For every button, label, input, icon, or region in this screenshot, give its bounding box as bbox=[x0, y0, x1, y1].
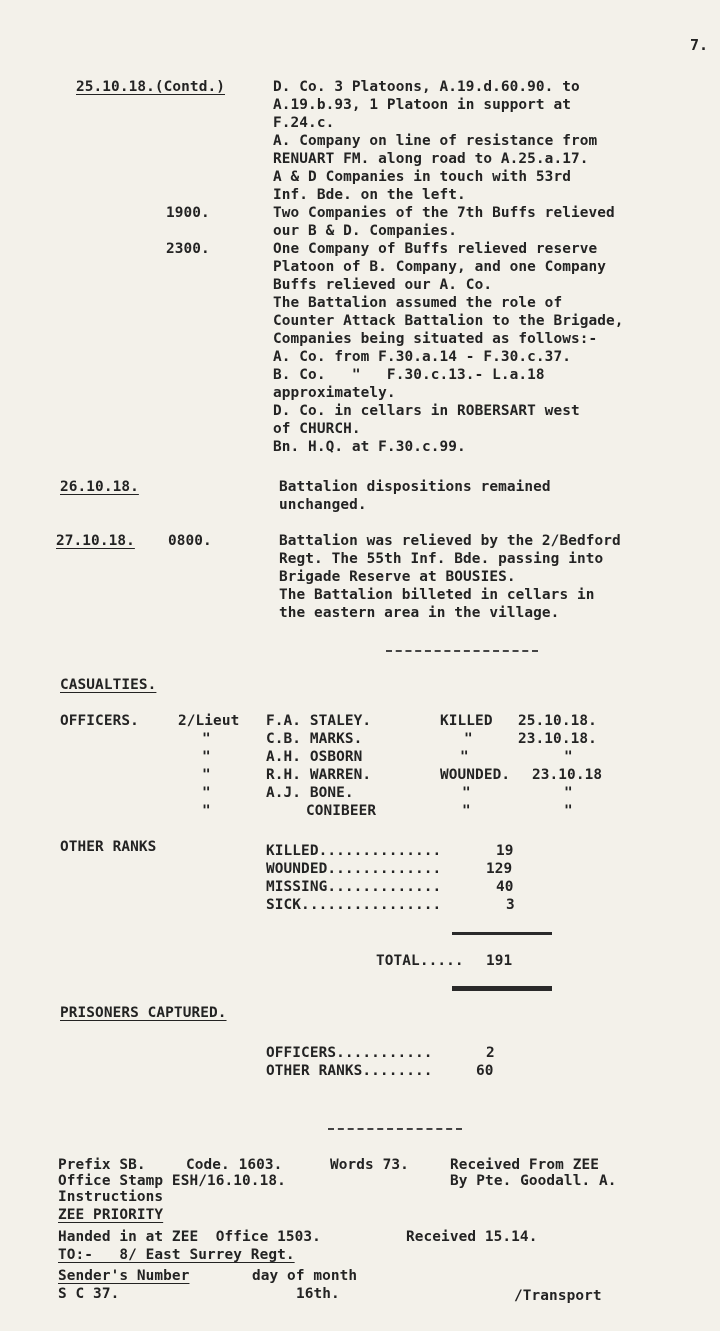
entry-line: Regt. The 55th Inf. Bde. passing into bbox=[279, 551, 604, 567]
entry-line: our B & D. Companies. bbox=[273, 223, 458, 239]
continuation-word: /Transport bbox=[514, 1288, 602, 1304]
other-ranks-row-value: 19 bbox=[496, 843, 514, 859]
officer-status: " bbox=[462, 803, 471, 819]
double-rule bbox=[452, 986, 552, 991]
officer-name: A.J. BONE. bbox=[266, 785, 354, 801]
entry-time: 2300. bbox=[166, 241, 210, 257]
officer-rank: " bbox=[202, 749, 211, 765]
signal-prefix: Prefix SB. bbox=[58, 1157, 146, 1173]
other-ranks-label: OTHER RANKS bbox=[60, 839, 157, 855]
entry-time: 1900. bbox=[166, 205, 210, 221]
entry-line: A. Co. from F.30.a.14 - F.30.c.37. bbox=[273, 349, 571, 365]
dashed-divider bbox=[386, 650, 538, 652]
entry-line: The Battalion billeted in cellars in bbox=[279, 587, 595, 603]
signal-received-from: Received From ZEE bbox=[450, 1157, 599, 1173]
entry-line: Buffs relieved our A. Co. bbox=[273, 277, 493, 293]
entry-line: Battalion was relieved by the 2/Bedford bbox=[279, 533, 621, 549]
other-ranks-row-value: 129 bbox=[486, 861, 513, 877]
entry-line: approximately. bbox=[273, 385, 396, 401]
entry-date: 26.10.18. bbox=[60, 479, 139, 495]
entry-line: RENUART FM. along road to A.25.a.17. bbox=[273, 151, 589, 167]
officers-label: OFFICERS. bbox=[60, 713, 139, 729]
other-ranks-row-label: WOUNDED............. bbox=[266, 861, 442, 877]
prisoners-row-value: 2 bbox=[486, 1045, 495, 1061]
signal-to: TO:- 8/ East Surrey Regt. bbox=[58, 1247, 295, 1263]
entry-line: unchanged. bbox=[279, 497, 367, 513]
signal-handed-in: Handed in at ZEE Office 1503. bbox=[58, 1229, 321, 1245]
prisoners-row-label: OFFICERS........... bbox=[266, 1045, 433, 1061]
officer-name: C.B. MARKS. bbox=[266, 731, 363, 747]
officer-status: WOUNDED. bbox=[440, 767, 511, 783]
signal-received-by: By Pte. Goodall. A. bbox=[450, 1173, 617, 1189]
prisoners-row-label: OTHER RANKS........ bbox=[266, 1063, 433, 1079]
entry-line: B. Co. " F.30.c.13.- L.a.18 bbox=[273, 367, 545, 383]
prisoners-row-value: 60 bbox=[476, 1063, 494, 1079]
signal-code: Code. 1603. bbox=[186, 1157, 283, 1173]
officer-date: " bbox=[564, 749, 573, 765]
entry-line: One Company of Buffs relieved reserve bbox=[273, 241, 598, 257]
entry-line: D. Co. in cellars in ROBERSART west bbox=[273, 403, 580, 419]
other-ranks-row-label: SICK................ bbox=[266, 897, 442, 913]
entry-line: Inf. Bde. on the left. bbox=[273, 187, 466, 203]
officer-rank: " bbox=[202, 803, 211, 819]
entry-date: 25.10.18.(Contd.) bbox=[76, 79, 225, 95]
officer-name: R.H. WARREN. bbox=[266, 767, 372, 783]
entry-line: the eastern area in the village. bbox=[279, 605, 560, 621]
entry-line: F.24.c. bbox=[273, 115, 335, 131]
entry-line: of CHURCH. bbox=[273, 421, 361, 437]
entry-line: A & D Companies in touch with 53rd bbox=[273, 169, 571, 185]
page-number: 7. bbox=[690, 36, 709, 54]
dashed-divider bbox=[328, 1128, 462, 1130]
entry-line: Companies being situated as follows:- bbox=[273, 331, 598, 347]
officer-name: CONIBEER bbox=[306, 803, 377, 819]
signal-instructions: Instructions bbox=[58, 1189, 164, 1205]
entry-date: 27.10.18. bbox=[56, 533, 135, 549]
total-rule bbox=[452, 932, 552, 935]
officer-status: " bbox=[462, 785, 471, 801]
casualties-heading: CASUALTIES. bbox=[60, 677, 157, 693]
day-of-month: 16th. bbox=[296, 1286, 340, 1302]
officer-rank: 2/Lieut bbox=[178, 713, 240, 729]
officer-name: A.H. OSBORN bbox=[266, 749, 363, 765]
other-ranks-row-value: 3 bbox=[506, 897, 515, 913]
entry-line: A.19.b.93, 1 Platoon in support at bbox=[273, 97, 571, 113]
officer-date: 23.10.18 bbox=[532, 767, 603, 783]
total-label: TOTAL..... bbox=[376, 953, 464, 969]
other-ranks-row-value: 40 bbox=[496, 879, 514, 895]
entry-line: A. Company on line of resistance from bbox=[273, 133, 598, 149]
signal-priority: ZEE PRIORITY bbox=[58, 1207, 164, 1223]
other-ranks-row-label: KILLED.............. bbox=[266, 843, 442, 859]
senders-number-label: Sender's Number bbox=[58, 1268, 190, 1284]
entry-line: Counter Attack Battalion to the Brigade, bbox=[273, 313, 624, 329]
officer-status: KILLED bbox=[440, 713, 493, 729]
officer-rank: " bbox=[202, 767, 211, 783]
entry-line: Battalion dispositions remained bbox=[279, 479, 551, 495]
entry-line: Bn. H.Q. at F.30.c.99. bbox=[273, 439, 466, 455]
day-of-month-label: day of month bbox=[252, 1268, 358, 1284]
entry-line: Brigade Reserve at BOUSIES. bbox=[279, 569, 516, 585]
senders-number: S C 37. bbox=[58, 1286, 120, 1302]
entry-line: D. Co. 3 Platoons, A.19.d.60.90. to bbox=[273, 79, 580, 95]
officer-date: " bbox=[564, 785, 573, 801]
prisoners-heading: PRISONERS CAPTURED. bbox=[60, 1005, 227, 1021]
officer-date: " bbox=[564, 803, 573, 819]
officer-date: 23.10.18. bbox=[518, 731, 597, 747]
officer-name: F.A. STALEY. bbox=[266, 713, 372, 729]
officer-rank: " bbox=[202, 731, 211, 747]
entry-time: 0800. bbox=[168, 533, 212, 549]
entry-line: Platoon of B. Company, and one Company bbox=[273, 259, 607, 275]
officer-status: " bbox=[464, 731, 473, 747]
other-ranks-row-label: MISSING............. bbox=[266, 879, 442, 895]
officer-rank: " bbox=[202, 785, 211, 801]
officer-date: 25.10.18. bbox=[518, 713, 597, 729]
signal-office-stamp: Office Stamp ESH/16.10.18. bbox=[58, 1173, 286, 1189]
signal-received-time: Received 15.14. bbox=[406, 1229, 538, 1245]
total-value: 191 bbox=[486, 953, 513, 969]
entry-line: The Battalion assumed the role of bbox=[273, 295, 563, 311]
entry-line: Two Companies of the 7th Buffs relieved bbox=[273, 205, 615, 221]
officer-status: " bbox=[460, 749, 469, 765]
signal-words: Words 73. bbox=[330, 1157, 409, 1173]
